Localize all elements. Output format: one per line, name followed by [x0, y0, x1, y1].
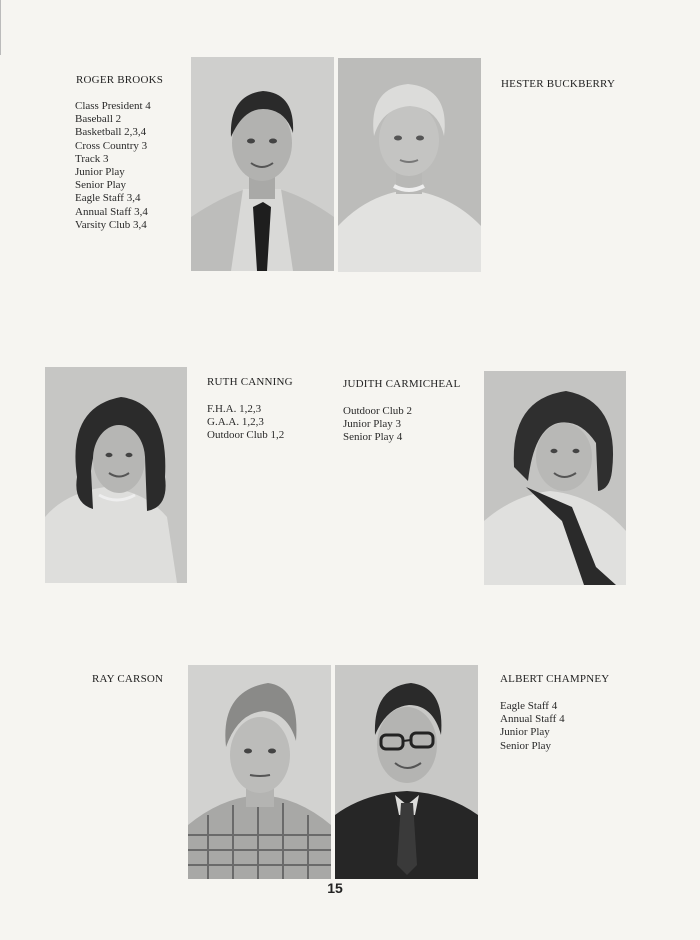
activity-item: Eagle Staff 3,4	[75, 192, 141, 205]
activity-item: Basketball 2,3,4	[75, 126, 147, 139]
activity-item: G.A.A. 1,2,3	[207, 416, 264, 429]
portrait-photo-ray-carson	[188, 665, 331, 879]
portrait-photo-albert-champney	[335, 665, 478, 879]
activity-item: Varsity Club 3,4	[75, 218, 147, 231]
activity-item: Annual Staff 4	[500, 713, 565, 726]
activity-item: Outdoor Club 1,2	[207, 429, 285, 442]
scan-edge-mark	[0, 0, 4, 55]
page-number: 15	[327, 880, 343, 896]
activity-item: Baseball 2	[75, 113, 122, 126]
student-name-ruth-canning: RUTH CANNING	[207, 376, 293, 388]
activity-item: Junior Play	[75, 166, 125, 179]
activity-item: Junior Play 3	[343, 418, 402, 431]
activity-item: Class President 4	[75, 100, 151, 112]
activities-albert-champney	[500, 700, 565, 753]
activities-ruth-canning	[207, 403, 284, 443]
activity-item: Eagle Staff 4	[500, 700, 558, 712]
student-name-judith-carmicheal: JUDITH CARMICHEAL	[343, 378, 461, 390]
student-name-albert-champney: ALBERT CHAMPNEY	[500, 673, 610, 685]
portrait-photo-ruth-canning	[45, 367, 187, 583]
activity-item: Outdoor Club 2	[343, 405, 413, 417]
student-name-ray-carson: RAY CARSON	[92, 673, 164, 685]
portrait-photo-hester-buckberry	[338, 58, 481, 272]
activity-item: F.H.A. 1,2,3	[207, 403, 262, 415]
activity-item: Senior Play	[75, 179, 127, 192]
portrait-photo-judith-carmicheal	[484, 371, 626, 585]
activity-item: Annual Staff 3,4	[75, 205, 148, 218]
portrait-photo-roger-brooks	[191, 57, 334, 271]
activity-item: Junior Play	[500, 726, 550, 739]
activity-item: Track 3	[75, 152, 109, 165]
student-name-roger-brooks: ROGER BROOKS	[76, 74, 164, 86]
student-name-hester-buckberry: HESTER BUCKBERRY	[501, 78, 616, 90]
activity-item: Senior Play 4	[343, 431, 403, 444]
activity-item: Cross Country 3	[75, 139, 148, 152]
activities-judith-carmicheal	[343, 405, 412, 445]
activity-item: Senior Play	[500, 739, 552, 752]
activities-roger-brooks	[75, 100, 151, 232]
